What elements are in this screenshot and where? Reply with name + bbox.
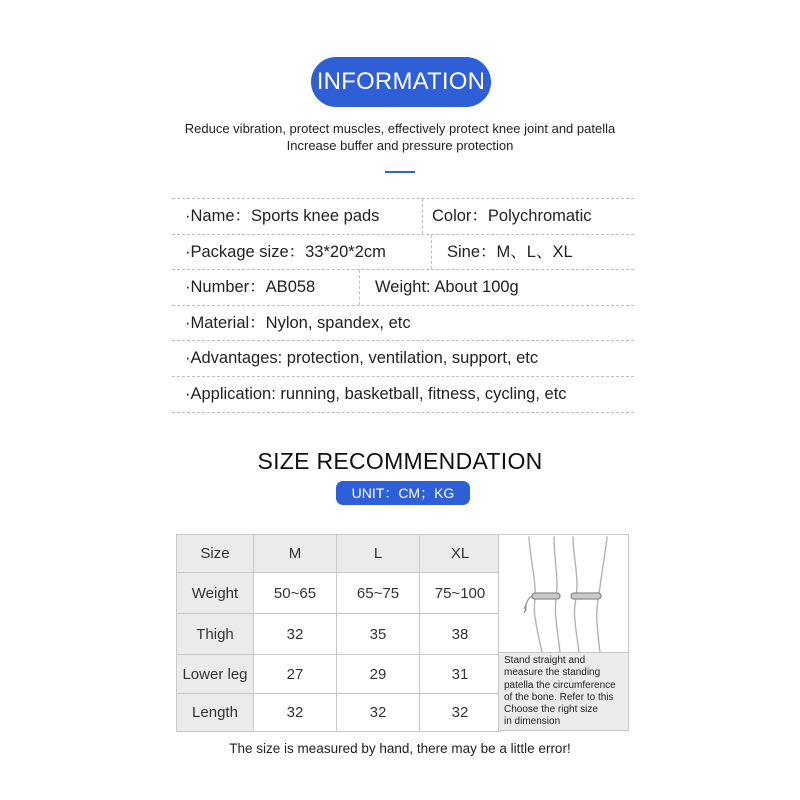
size-cell: 31 xyxy=(420,655,501,694)
note-line: of the bone. Refer to this xyxy=(504,691,614,703)
info-name: ·Name：Sports knee pads xyxy=(185,207,380,225)
information-title: INFORMATION xyxy=(311,57,491,107)
measure-instructions xyxy=(498,652,629,731)
info-row-number xyxy=(172,269,634,305)
size-cell: 27 xyxy=(254,655,337,694)
note-line: patella the circumference xyxy=(504,679,616,691)
size-cell: 32 xyxy=(420,694,501,732)
info-divider xyxy=(422,199,423,234)
info-row-advantages xyxy=(172,340,634,376)
subtitle-line-1: Reduce vibration, protect muscles, effectively protect knee joint and patella xyxy=(184,121,616,136)
size-cell: 32 xyxy=(254,694,337,732)
info-application: ·Application: running, basketball, fitness, cycling, etc xyxy=(185,384,567,403)
size-row-lower-leg xyxy=(177,655,501,694)
size-header-cell: L xyxy=(337,535,420,573)
size-cell: 32 xyxy=(337,694,420,732)
size-header-cell: M xyxy=(254,535,337,573)
size-header-cell: XL xyxy=(420,535,501,573)
size-cell: 75~100 xyxy=(420,573,501,614)
size-header-row xyxy=(177,535,501,573)
size-recommendation-title: SIZE RECOMMENDATION xyxy=(257,448,543,474)
size-row-weight xyxy=(177,573,501,614)
size-cell: 38 xyxy=(420,614,501,655)
info-size: Sine：M、L、XL xyxy=(447,242,573,261)
info-material: ·Material：Nylon, spandex, etc xyxy=(185,313,411,332)
size-cell: 29 xyxy=(337,655,420,694)
size-cell: 32 xyxy=(254,614,337,655)
size-row-label: Thigh xyxy=(177,614,254,655)
size-row-label: Length xyxy=(177,694,254,732)
leg-measure-icon xyxy=(499,535,628,652)
subtitle-line-2: Increase buffer and pressure protection xyxy=(286,138,514,153)
accent-divider xyxy=(385,171,415,173)
note-line: Choose the right size xyxy=(504,704,598,716)
info-row-name xyxy=(172,198,634,234)
size-header-cell: Size xyxy=(177,535,254,573)
size-cell: 35 xyxy=(337,614,420,655)
info-color: Color：Polychromatic xyxy=(432,207,592,225)
size-row-thigh xyxy=(177,614,501,655)
size-row-length xyxy=(177,694,501,732)
info-advantages: ·Advantages: protection, ventilation, support, etc xyxy=(185,349,539,368)
product-info-table xyxy=(172,198,634,413)
info-number: ·Number：AB058 xyxy=(185,278,316,297)
note-line: measure the standing xyxy=(504,667,601,679)
size-row-label: Weight xyxy=(177,573,254,614)
size-row-label: Lower leg xyxy=(177,655,254,694)
size-chart-table xyxy=(176,534,501,732)
info-divider xyxy=(431,235,432,270)
note-line: in dimension xyxy=(504,716,561,728)
size-cell: 50~65 xyxy=(254,573,337,614)
info-package-size: ·Package size：33*20*2cm xyxy=(185,242,386,261)
info-weight: Weight: About 100g xyxy=(375,278,519,297)
info-row-package xyxy=(172,234,634,270)
measurement-footnote: The size is measured by hand, there may be a little error! xyxy=(229,741,571,756)
size-cell: 65~75 xyxy=(337,573,420,614)
info-row-material xyxy=(172,305,634,341)
info-row-application xyxy=(172,376,634,413)
note-line: Stand straight and xyxy=(504,655,586,666)
unit-badge: UNIT：CM；KG xyxy=(336,481,470,505)
info-divider xyxy=(359,270,360,305)
